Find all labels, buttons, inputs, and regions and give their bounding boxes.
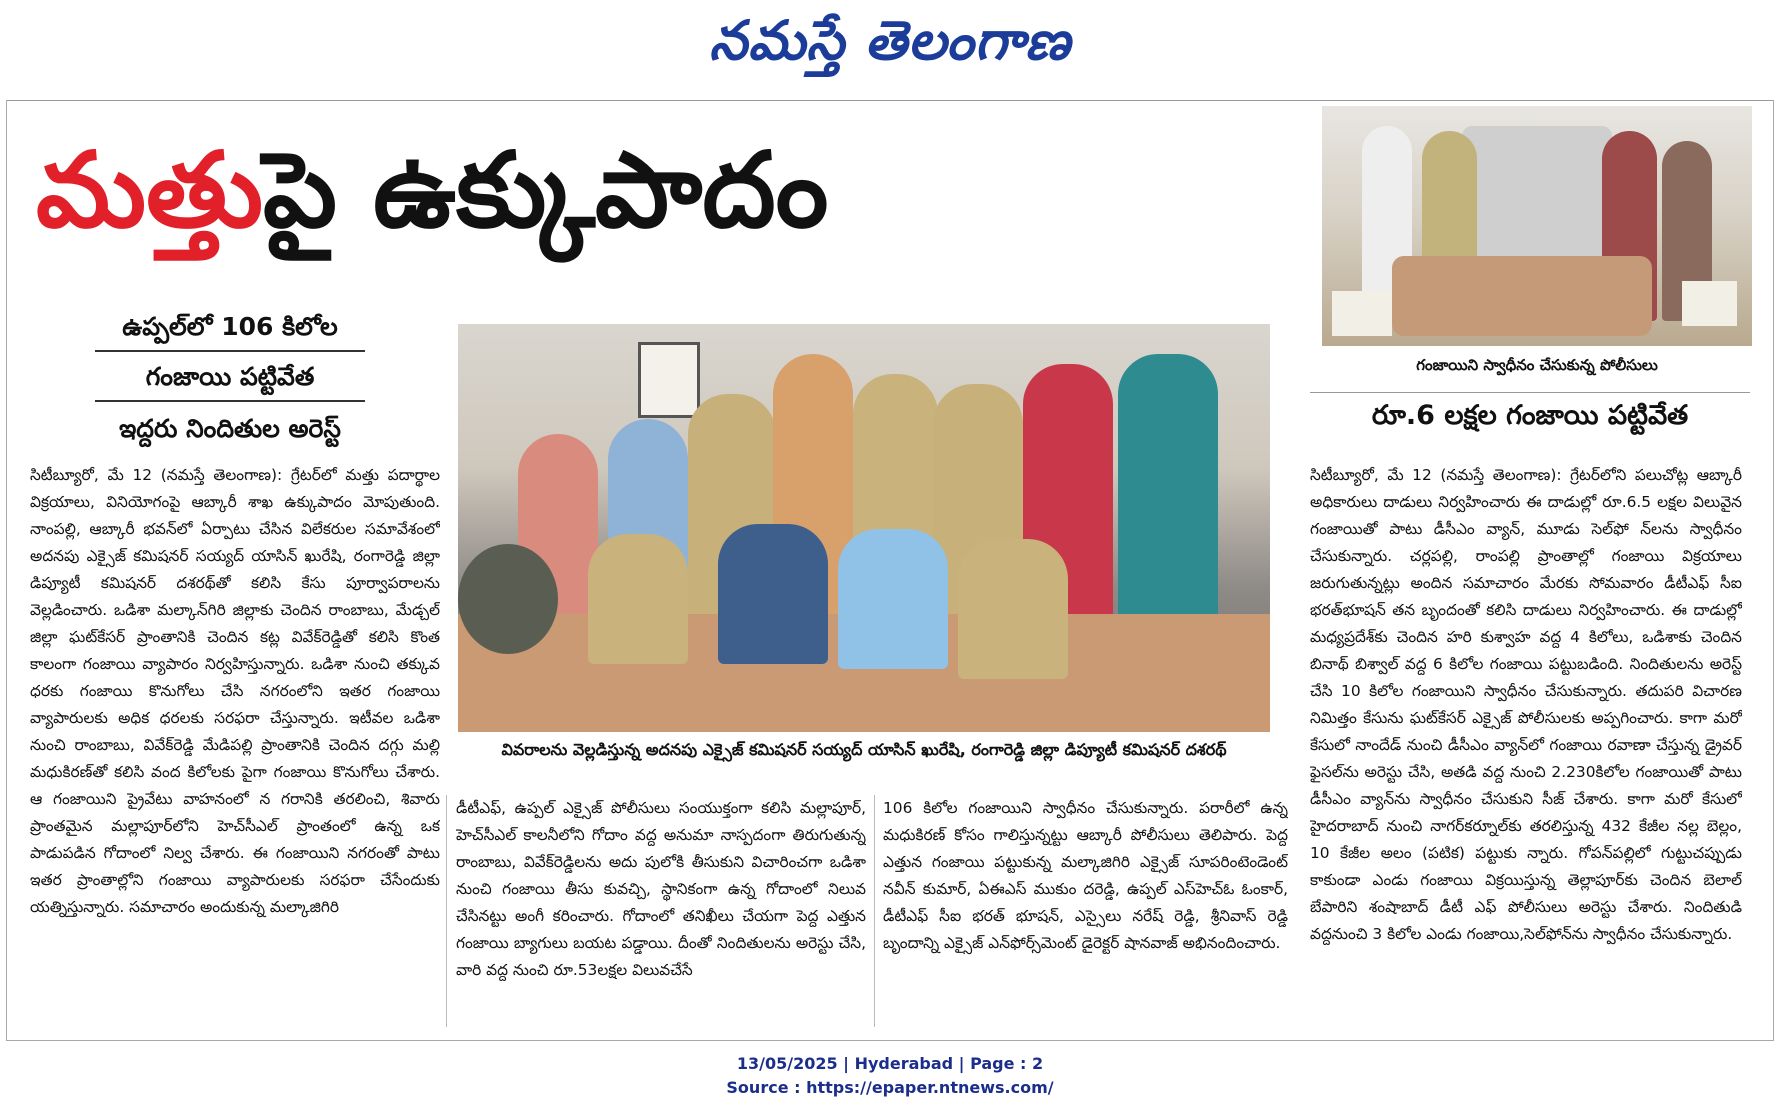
column-divider xyxy=(446,795,447,1027)
subheading-3: ఇద్దరు నిందితుల అరెస్ట్ xyxy=(119,414,341,443)
article-column-2: డీటీఎఫ్, ఉప్పల్ ఎక్సైజ్ పోలీసులు సంయుక్తంగా కలిసి మల్లాపూర్, హెచ్‌సీఎల్ కాలనీలోని గోదాం వద్ద అనుమా నాస్పదంగా తిరుగుతున్న రాంబాబు, వివేక్‌రెడ్డిలను అదు పులోకి తీసుకుని విచారించగా ఒడిశా నుంచి గంజాయి తీసు కువచ్చి, స్థానికంగా ఉన్న గోదాంలో నిలువ చేసినట్టు అంగీ కరించారు. గోదాంలో తనిఖీలు చేయగా పెద్ద ఎత్తున గంజాయి బ్యాగులు బయట పడ్డాయి. దీంతో నిందితులను అరెస్టు చేసి, వారి వద్ద నుంచి రూ.53లక్షల విలువచేసే xyxy=(456,799,866,979)
seized-bag xyxy=(458,544,558,654)
person-figure xyxy=(1118,354,1218,634)
boxes xyxy=(1682,281,1737,326)
masthead-logo: నమస్తే తెలంగాణ xyxy=(709,8,1071,72)
top-rule xyxy=(6,100,1774,101)
footer-source-link[interactable]: Source : https://epaper.ntnews.com/ xyxy=(726,1078,1054,1097)
headline-black-words: పై ఉక్కుపాదం xyxy=(262,129,829,251)
seizure-photo xyxy=(1322,106,1752,346)
main-photo-caption: వివరాలను వెల్లడిస్తున్న అదనపు ఎక్సైజ్ కమిషనర్ సయ్యద్ యాసిన్ ఖురేషి, రంగారెడ్డి జిల్లా డిప్యూటీ కమిషనర్ దశరథ్ xyxy=(501,740,1227,759)
left-border xyxy=(6,100,7,1040)
side-headline-rule xyxy=(1310,392,1750,393)
right-border xyxy=(1773,100,1774,1040)
subheading-divider xyxy=(95,400,365,402)
footer-date-page: 13/05/2025 | Hyderabad | Page : 2 xyxy=(736,1054,1044,1073)
portrait-frame xyxy=(638,342,700,418)
subheading-1: ఉప్పల్‌లో 106 కిలోల xyxy=(122,312,338,341)
article-column-1: సిటీబ్యూరో, మే 12 (నమస్తే తెలంగాణ): గ్రేటర్‌లో మత్తు పదార్థాల విక్రయాలు, వినియోగంపై ఆబ్కారీ శాఖ ఉక్కుపాదం మోపుతుంది. నాంపల్లి, ఆబ్కారీ భవన్‌లో ఏర్పాటు చేసిన విలేకరుల సమావేశంలో అదనపు ఎక్సైజ్ కమిషనర్ సయ్యద్ యాసిన్ ఖురేషి, రంగారెడ్డి జిల్లా డిప్యూటీ కమిషనర్ దశరథ్‌తో కలిసి కేసు పూర్వాపరాలను వెల్లడించారు. ఒడిశా మల్కాన్‌గిరి జిల్లాకు చెందిన రాంబాబు, మేడ్చల్ జిల్లా ఘట్‌కేసర్ ప్రాంతానికి చెందిన కట్ల వివేక్‌రెడ్డితో కలిసి కొంత కాలంగా గంజాయి వ్యాపారం నిర్వహిస్తున్నారు. ఒడిశా నుంచి తక్కువ ధరకు గంజాయి కొనుగోలు చేసి నగరంలోని ఇతర గంజాయి వ్యాపారులకు అధిక ధరలకు సరఫరా చేస్తున్నారు. ఇటీవల ఒడిశా నుంచి రాంబాబు, వివేక్‌రెడ్డి మేడిపల్లి ప్రాంతానికి చెందిన దగ్గు మల్లి మధుకిరణ్‌తో కలిసి వంద కిలోలకు పైగా గంజాయి కొనుగోలు చేశారు. ఆ గంజాయిని ప్రైవేటు వాహనంలో న గరానికి తరలించి, శివారు ప్రాంతమైన మల్లాపూర్‌లోని హెచ్‌సీఎల్ ప్రాంతంలో ఉన్న ఒక పాడుపడిన గోదాంలో నిల్వ చేశారు. ఈ గంజాయిని నగరంతో పాటు ఇతర ప్రాంతాల్లోని గంజాయి వ్యాపారులకు సరఫరా చేసేందుకు యత్నిస్తున్నారు. సమాచారం అందుకున్న మల్కాజిగిరి xyxy=(30,466,440,916)
subheading-2: గంజాయి పట్టివేత xyxy=(145,362,315,391)
press-conference-photo xyxy=(458,324,1270,732)
article-column-3: 106 కిలోల గంజాయిని స్వాధీనం చేసుకున్నారు. పరారీలో ఉన్న మధుకిరణ్ కోసం గాలిస్తున్నట్టు ఆబ్కారీ పోలీసులు తెలిపారు. పెద్ద ఎత్తున గంజాయి పట్టుకున్న మల్కాజిగిరి ఎక్సైజ్ సూపరింటెండెంట్ నవీన్ కుమార్, ఏఈఎస్ ముకుం దరెడ్డి, ఉప్పల్ ఎస్‌హెచ్ఓ ఓంకార్, డీటీఎఫ్ సీఐ భరత్ భూషన్, ఎస్సైలు నరేష్ రెడ్డి, శ్రీనివాస్ రెడ్డి బృందాన్ని ఎక్సైజ్ ఎన్‌ఫోర్స్‌మెంట్ డైరెక్టర్ షానవాజ్ అభినందించారు. xyxy=(883,799,1288,952)
seated-officer xyxy=(958,539,1068,679)
column-divider xyxy=(874,795,875,1027)
seated-official xyxy=(838,529,948,669)
subheading-divider xyxy=(95,350,365,352)
side-headline: రూ.6 లక్షల గంజాయి పట్టివేత xyxy=(1371,400,1689,431)
seated-official xyxy=(718,524,828,664)
boxes xyxy=(1332,291,1392,336)
headline-red-word: మత్తు xyxy=(36,129,263,251)
seized-sacks xyxy=(1392,256,1652,336)
van xyxy=(1462,126,1612,266)
side-photo-caption: గంజాయిని స్వాధీనం చేసుకున్న పోలీసులు xyxy=(1416,356,1658,374)
bottom-rule xyxy=(6,1040,1774,1041)
article-column-4: సిటీబ్యూరో, మే 12 (నమస్తే తెలంగాణ): గ్రేటర్‌లోని పలుచోట్ల ఆబ్కారీ అధికారులు దాడులు నిర్వహించారు ఈ దాడుల్లో రూ.6.5 లక్షల విలువైన గంజాయితో పాటు డీసీఎం వ్యాన్, మూడు సెల్‌ఫో న్‌లను స్వాధీనం చేసుకున్నారు. చర్లపల్లి, రాంపల్లి ప్రాంతాల్లో గంజాయి విక్రయాలు జరుగుతున్నట్లు అందిన సమాచారం మేరకు సోమవారం డీటీఎఫ్ సీఐ భరత్‌భూషన్ తన బృందంతో కలిసి దాడులు నిర్వహించారు. ఈ దాడుల్లో మధ్యప్రదేశ్‌కు చెందిన హరి కుశ్వాహ వద్ద 4 కిలోలు, ఒడిశాకు చెందిన బినాథ్ బిశ్వాల్ వద్ద 6 కిలోల గంజాయి పట్టుబడింది. నిందితులను అరెస్ట్ చేసి 10 కిలోల గంజాయిని స్వాధీనం చేసుకున్నారు. తదుపరి విచారణ నిమిత్తం కేసును ఘట్‌కేసర్ ఎక్సైజ్ పోలీసులకు అప్పగించారు. కాగా మరో కేసులో నాందేడ్ నుంచి డీసీఎం వ్యాన్‌లో గంజాయి రవాణా చేస్తున్న డ్రైవర్ ఫైసల్‌ను అరెస్టు చేసి, అతడి వద్ద నుంచి 2.230కిలోల గంజాయితో పాటు డీసీఎం వ్యాన్‌ను స్వాధీనం చేసుకుని సీజ్ చేశారు. కాగా మరో కేసులో హైదరాబాద్ నుంచి నాగర్‌కర్నూల్‌కు తరలిస్తున్న 432 కేజీల నల్ల బెల్లం, 10 కేజీల అలం (పటిక) పట్టుకు న్నారు. గోపన్‌పల్లిలో గుట్టుచప్పుడు కాకుండా ఎండు గంజాయి విక్రయిస్తున్న తెల్లాపూర్‌కు చెందిన బెలాల్ బేపారిని శంషాబాద్ డీటీ ఎఫ్ పోలీసులు అరెస్టు చేశారు. నిందితుడి వద్దనుంచి 3 కిలోల ఎండు గంజాయి,సెల్‌ఫోన్‌ను స్వాధీనం చేసుకున్నారు. xyxy=(1310,466,1742,943)
main-headline xyxy=(36,120,1296,260)
seated-officer xyxy=(588,534,688,664)
